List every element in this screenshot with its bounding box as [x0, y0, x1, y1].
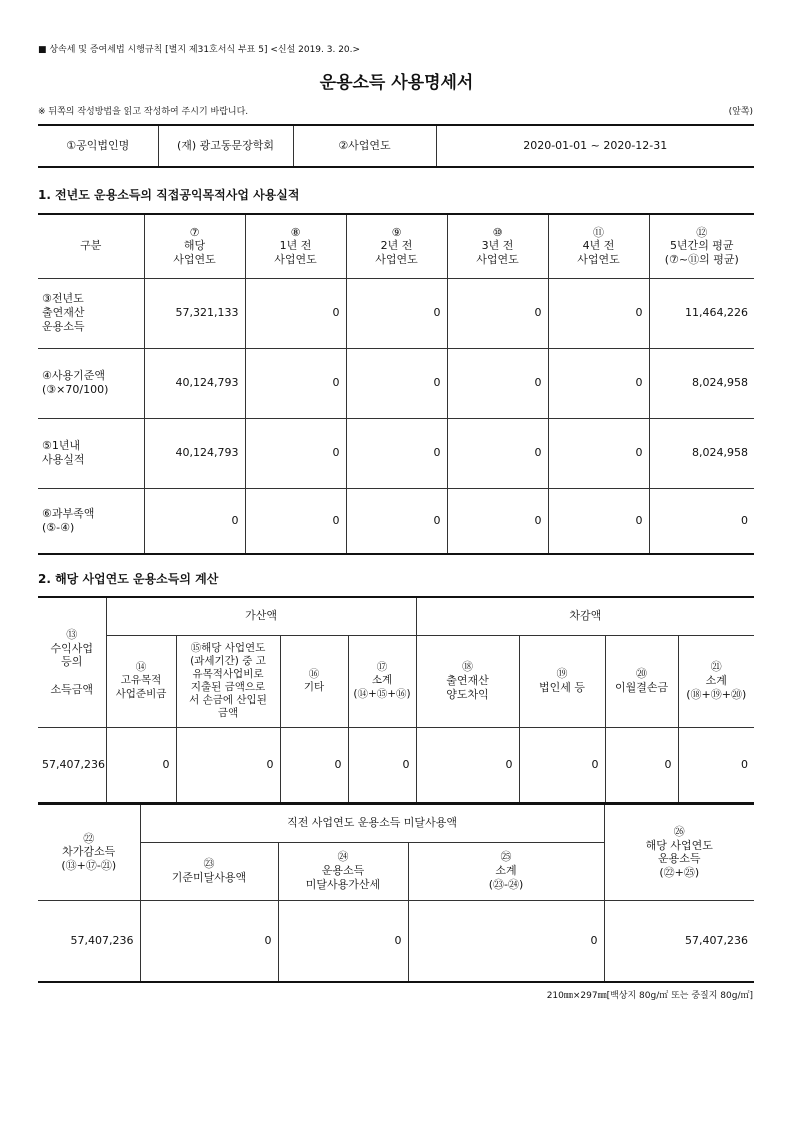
- usage-value-cell: 57,321,133: [144, 278, 245, 348]
- income-amount-label: ⑬ 수익사업 등의 소득금액: [38, 597, 106, 727]
- net-value-cell: 0: [278, 900, 408, 982]
- usage-value-cell: 0: [245, 278, 346, 348]
- usage-header-cell: ⑧ 1년 전 사업연도: [245, 214, 346, 278]
- usage-value-cell: 0: [245, 418, 346, 488]
- usage-value-cell: 0: [649, 488, 754, 554]
- usage-value-cell: 0: [346, 488, 447, 554]
- usage-value-cell: 0: [144, 488, 245, 554]
- unused-column-header: ㉔ 운용소득 미달사용가산세: [278, 842, 408, 900]
- deduct-amount-header: 차감액: [416, 597, 754, 635]
- usage-value-cell: 0: [548, 278, 649, 348]
- usage-value-cell: 40,124,793: [144, 348, 245, 418]
- usage-header-cell: ⑩ 3년 전 사업연도: [447, 214, 548, 278]
- calc-value-cell: 0: [605, 727, 678, 803]
- usage-value-cell: 0: [548, 418, 649, 488]
- net-value-cell: 0: [140, 900, 278, 982]
- net-value-cell: 57,407,236: [38, 900, 140, 982]
- usage-row-label: ⑤1년내 사용실적: [38, 418, 144, 488]
- usage-value-cell: 0: [447, 278, 548, 348]
- deduct-column-header: ⑲ 법인세 등: [519, 635, 605, 727]
- corp-name-value: (재) 광고동문장학회: [158, 125, 293, 167]
- unused-amount-header: 직전 사업연도 운용소득 미달사용액: [140, 804, 604, 842]
- usage-header-cell: ⑫ 5년간의 평균 (⑦~⑪의 평균): [649, 214, 754, 278]
- section1-title: 1. 전년도 운용소득의 직접공익목적사업 사용실적: [38, 188, 300, 202]
- calc-value-cell: 0: [348, 727, 416, 803]
- section2-title: 2. 해당 사업연도 운용소득의 계산: [38, 572, 219, 586]
- usage-value-cell: 40,124,793: [144, 418, 245, 488]
- calc-value-cell: 0: [176, 727, 280, 803]
- calc-value-cell: 0: [416, 727, 519, 803]
- usage-value-cell: 0: [245, 488, 346, 554]
- usage-row-label: ⑥과부족액 (⑤-④): [38, 488, 144, 554]
- usage-value-cell: 8,024,958: [649, 418, 754, 488]
- calc-value-cell: 0: [678, 727, 754, 803]
- paper-spec: 210㎜×297㎜[백상지 80g/㎡ 또는 중질지 80g/㎡]: [546, 991, 753, 1001]
- add-column-header: ⑰ 소계 (⑭+⑮+⑯): [348, 635, 416, 727]
- net-income-label: ㉒ 차가감소득 (⑬+⑰-㉑): [38, 804, 140, 900]
- final-income-label: ㉖ 해당 사업연도 운용소득 (㉒+㉕): [604, 804, 754, 900]
- usage-value-cell: 0: [346, 278, 447, 348]
- business-year-label: ②사업연도: [293, 125, 436, 167]
- add-column-header: ⑭ 고유목적 사업준비금: [106, 635, 176, 727]
- corp-name-label: ①공익법인명: [38, 125, 158, 167]
- usage-value-cell: 0: [346, 418, 447, 488]
- add-column-header: ⑯ 기타: [280, 635, 348, 727]
- calc-value-cell: 0: [106, 727, 176, 803]
- usage-value-cell: 0: [245, 348, 346, 418]
- usage-row-label: ④사용기준액 (③×70/100): [38, 348, 144, 418]
- add-amount-header: 가산액: [106, 597, 416, 635]
- usage-value-cell: 0: [548, 348, 649, 418]
- calc-value-cell: 0: [280, 727, 348, 803]
- usage-header-cell: ⑪ 4년 전 사업연도: [548, 214, 649, 278]
- usage-value-cell: 0: [447, 418, 548, 488]
- usage-row-label: ③전년도 출연재산 운용소득: [38, 278, 144, 348]
- usage-value-cell: 0: [548, 488, 649, 554]
- usage-value-cell: 0: [447, 348, 548, 418]
- regulation-note: ■ 상속세 및 증여세법 시행규칙 [별지 제31호서식 부표 5] <신설 2019. 3. 20.>: [38, 45, 361, 55]
- usage-header-cell: 구분: [38, 214, 144, 278]
- page-side-label: (앞쪽): [728, 107, 753, 117]
- usage-table: [38, 213, 754, 555]
- calc-table: [38, 596, 754, 804]
- net-value-cell: 57,407,236: [604, 900, 754, 982]
- info-table: [38, 124, 754, 168]
- usage-value-cell: 0: [346, 348, 447, 418]
- deduct-column-header: ⑱ 출연재산 양도차익: [416, 635, 519, 727]
- unused-column-header: ㉓ 기준미달사용액: [140, 842, 278, 900]
- page-title: 운용소득 사용명세서: [319, 73, 474, 93]
- usage-value-cell: 0: [447, 488, 548, 554]
- usage-value-cell: 8,024,958: [649, 348, 754, 418]
- deduct-column-header: ⑳ 이월결손금: [605, 635, 678, 727]
- calc-value-cell: 0: [519, 727, 605, 803]
- net-value-cell: 0: [408, 900, 604, 982]
- unused-column-header: ㉕ 소계 (㉓-㉔): [408, 842, 604, 900]
- instruction-note: ※ 뒤쪽의 작성방법을 읽고 작성하여 주시기 바랍니다.: [38, 107, 249, 117]
- net-income-table: [38, 803, 754, 983]
- usage-header-cell: ⑨ 2년 전 사업연도: [346, 214, 447, 278]
- deduct-column-header: ㉑ 소계 (⑱+⑲+⑳): [678, 635, 754, 727]
- usage-value-cell: 11,464,226: [649, 278, 754, 348]
- calc-value-cell: 57,407,236: [38, 727, 106, 803]
- usage-header-cell: ⑦ 해당 사업연도: [144, 214, 245, 278]
- add-column-header: ⑮해당 사업연도 (과세기간) 중 고 유목적사업비로 지출된 금액으로 서 손금에 산입된 금액: [176, 635, 280, 727]
- business-year-value: 2020-01-01 ~ 2020-12-31: [436, 125, 754, 167]
